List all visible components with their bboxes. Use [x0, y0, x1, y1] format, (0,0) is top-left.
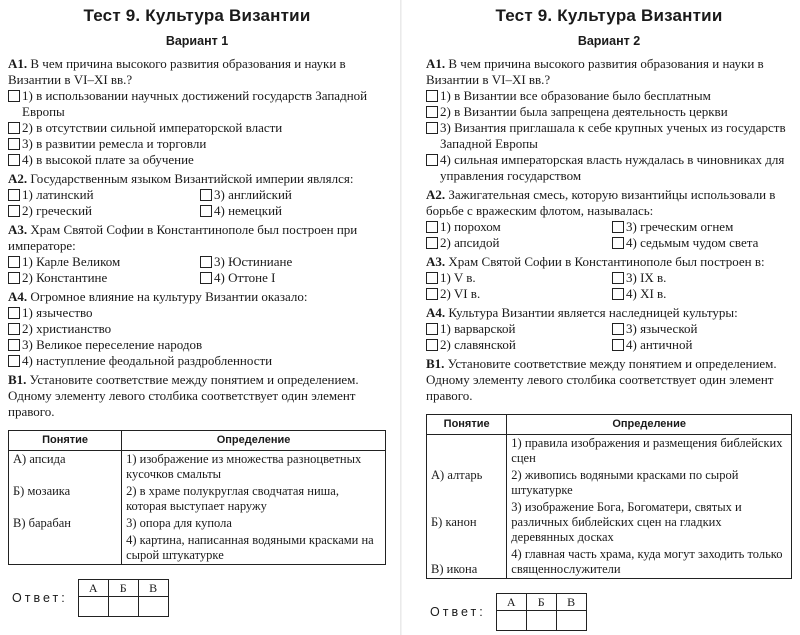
option-1[interactable]: 1) V в.: [426, 270, 606, 286]
matching-table: [426, 414, 792, 579]
table-row: [9, 483, 386, 515]
answer-input-b[interactable]: [526, 611, 556, 631]
checkbox[interactable]: [426, 272, 438, 284]
checkbox[interactable]: [200, 256, 212, 268]
page-variant-1: [8, 0, 386, 635]
checkbox[interactable]: [612, 339, 624, 351]
checkbox[interactable]: [8, 323, 20, 335]
checkbox[interactable]: [612, 272, 624, 284]
option-3[interactable]: 3) Великое переселение народов: [8, 337, 386, 353]
checkbox[interactable]: [200, 205, 212, 217]
answer-col-header: А: [496, 594, 526, 611]
question-text: Огромное влияние на культуру Византии оказало:: [30, 289, 308, 304]
option-2[interactable]: 2) апсидой: [426, 235, 606, 251]
definition-cell: 2) живопись водяными красками по сырой штукатурке: [507, 467, 792, 499]
concept-cell: [9, 532, 122, 565]
checkbox[interactable]: [8, 355, 20, 367]
answer-col-header: В: [138, 580, 168, 597]
checkbox[interactable]: [8, 256, 20, 268]
definition-cell: 3) опора для купола: [122, 515, 386, 532]
option-1[interactable]: 1) порохом: [426, 219, 606, 235]
checkbox[interactable]: [426, 90, 438, 102]
question-text: В чем причина высокого развития образования и науки в Византии в VI–XI вв.?: [426, 56, 764, 87]
option-3[interactable]: 3) английский: [200, 187, 386, 203]
question-a4: [426, 305, 792, 353]
question-a4: [8, 289, 386, 369]
table-row: [427, 467, 792, 499]
question-text: Государственным языком Византийской империи являлся:: [30, 171, 354, 186]
variant-label: Вариант 1: [165, 34, 229, 48]
answer-col-header: А: [78, 580, 108, 597]
checkbox[interactable]: [8, 205, 20, 217]
question-a1: [8, 56, 386, 168]
concept-cell: Б) канон: [427, 499, 507, 546]
answer-col-header: Б: [526, 594, 556, 611]
concept-cell: В) барабан: [9, 515, 122, 532]
question-b1: [426, 356, 792, 404]
checkbox[interactable]: [200, 189, 212, 201]
page-title: Тест 9. Культура Византии: [495, 6, 723, 25]
option-4[interactable]: 4) в высокой плате за обучение: [8, 152, 386, 168]
option-3[interactable]: 3) греческим огнем: [612, 219, 792, 235]
question-b1: [8, 372, 386, 420]
page-title: Тест 9. Культура Византии: [83, 6, 311, 25]
variant-label: Вариант 2: [577, 34, 641, 48]
option-1[interactable]: 1) в Византии все образование было бесплатным: [426, 88, 792, 104]
question-number: В1.: [8, 372, 27, 387]
option-4[interactable]: 4) античной: [612, 337, 792, 353]
option-4[interactable]: 4) немецкий: [200, 203, 386, 219]
answer-label: Ответ:: [12, 591, 68, 605]
table-row: [427, 546, 792, 579]
question-number: А3.: [426, 254, 446, 269]
checkbox[interactable]: [8, 138, 20, 150]
concept-cell: [427, 435, 507, 468]
answer-col-header: Б: [108, 580, 138, 597]
answer-grid: [496, 593, 587, 631]
concept-cell: В) икона: [427, 546, 507, 579]
checkbox[interactable]: [8, 339, 20, 351]
checkbox[interactable]: [612, 237, 624, 249]
table-row: [427, 499, 792, 546]
option-2[interactable]: 2) греческий: [8, 203, 194, 219]
checkbox[interactable]: [612, 323, 624, 335]
option-3[interactable]: 3) языческой: [612, 321, 792, 337]
option-3[interactable]: 3) Византия приглашала к себе крупных ученых из государств Западной Европы: [426, 120, 792, 152]
option-4[interactable]: 4) Оттоне I: [200, 270, 386, 286]
definition-cell: 4) картина, написанная водяными красками на сырой штукатурке: [122, 532, 386, 565]
checkbox[interactable]: [8, 154, 20, 166]
question-number: А3.: [8, 222, 28, 237]
checkbox[interactable]: [426, 288, 438, 300]
answer-col-header: В: [556, 594, 586, 611]
question-number: А1.: [8, 56, 28, 71]
option-1[interactable]: 1) латинский: [8, 187, 194, 203]
option-2[interactable]: 2) христианство: [8, 321, 386, 337]
definition-cell: 1) правила изображения и размещения библейских сцен: [507, 435, 792, 468]
checkbox[interactable]: [8, 272, 20, 284]
answer-input-v[interactable]: [138, 597, 168, 617]
question-number: А2.: [8, 171, 28, 186]
question-number: А4.: [426, 305, 446, 320]
question-text: Установите соответствие между понятием и определением. Одному элементу левого столбика соответствует один элемент правого.: [8, 372, 359, 419]
question-text: Культура Византии является наследницей культуры:: [448, 305, 738, 320]
question-text: Храм Святой Софии в Константинополе был построен при императоре:: [8, 222, 358, 253]
question-number: А1.: [426, 56, 446, 71]
checkbox[interactable]: [426, 106, 438, 118]
answer-area: [426, 593, 792, 631]
option-4[interactable]: 4) XI в.: [612, 286, 792, 302]
checkbox[interactable]: [426, 237, 438, 249]
checkbox[interactable]: [426, 154, 438, 166]
question-text: Установите соответствие между понятием и определением. Одному элементу левого столбика соответствует один элемент правого.: [426, 356, 777, 403]
checkbox[interactable]: [612, 221, 624, 233]
definition-cell: 3) изображение Бога, Богоматери, святых и различных библейских сцен на гладких деревянных досках: [507, 499, 792, 546]
table-row: [9, 451, 386, 484]
matching-table: [8, 430, 386, 565]
checkbox[interactable]: [200, 272, 212, 284]
option-2[interactable]: 2) в Византии была запрещена деятельность церкви: [426, 104, 792, 120]
option-3[interactable]: 3) в развитии ремесла и торговли: [8, 136, 386, 152]
definition-cell: 1) изображение из множества разноцветных кусочков смальты: [122, 451, 386, 484]
column-header-concept: Понятие: [427, 415, 507, 435]
table-row: [427, 435, 792, 468]
question-text: Храм Святой Софии в Константинополе был построен в:: [448, 254, 765, 269]
checkbox[interactable]: [426, 221, 438, 233]
question-number: А4.: [8, 289, 28, 304]
option-2[interactable]: 2) Константине: [8, 270, 194, 286]
checkbox[interactable]: [426, 122, 438, 134]
concept-cell: А) апсида: [9, 451, 122, 484]
question-a2: [426, 187, 792, 251]
answer-label: Ответ:: [430, 605, 486, 619]
checkbox[interactable]: [8, 122, 20, 134]
option-4[interactable]: 4) сильная императорская власть нуждалась в чиновниках для управления государством: [426, 152, 792, 184]
checkbox[interactable]: [426, 323, 438, 335]
answer-input-a[interactable]: [496, 611, 526, 631]
option-2[interactable]: 2) славянской: [426, 337, 606, 353]
checkbox[interactable]: [426, 339, 438, 351]
answer-grid: [78, 579, 169, 617]
table-row: [9, 515, 386, 532]
checkbox[interactable]: [8, 90, 20, 102]
page-variant-2: [426, 0, 792, 635]
option-4[interactable]: 4) наступление феодальной раздробленности: [8, 353, 386, 369]
answer-area: [8, 579, 386, 617]
option-1[interactable]: 1) в использовании научных достижений государств Западной Европы: [8, 88, 386, 120]
column-header-definition: Определение: [507, 415, 792, 435]
option-3[interactable]: 3) Юстиниане: [200, 254, 386, 270]
question-number: А2.: [426, 187, 446, 202]
question-a1: [426, 56, 792, 184]
book-gutter: [400, 0, 402, 635]
option-3[interactable]: 3) IX в.: [612, 270, 792, 286]
question-a3: [426, 254, 792, 302]
column-header-definition: Определение: [122, 431, 386, 451]
checkbox[interactable]: [8, 189, 20, 201]
option-1[interactable]: 1) варварской: [426, 321, 606, 337]
question-number: В1.: [426, 356, 445, 371]
answer-input-b[interactable]: [108, 597, 138, 617]
checkbox[interactable]: [612, 288, 624, 300]
option-2[interactable]: 2) в отсутствии сильной императорской власти: [8, 120, 386, 136]
concept-cell: А) алтарь: [427, 467, 507, 499]
question-text: Зажигательная смесь, которую византийцы использовали в борьбе с вражеским флотом, называлась:: [426, 187, 776, 218]
question-a3: [8, 222, 386, 286]
definition-cell: 4) главная часть храма, куда могут заходить только священнослужители: [507, 546, 792, 579]
option-4[interactable]: 4) седьмым чудом света: [612, 235, 792, 251]
option-1[interactable]: 1) Карле Великом: [8, 254, 194, 270]
question-a2: [8, 171, 386, 219]
option-1[interactable]: 1) язычество: [8, 305, 386, 321]
table-row: [9, 532, 386, 565]
question-text: В чем причина высокого развития образования и науки в Византии в VI–XI вв.?: [8, 56, 346, 87]
definition-cell: 2) в храме полукруглая сводчатая ниша, которая выступает наружу: [122, 483, 386, 515]
concept-cell: Б) мозаика: [9, 483, 122, 515]
option-2[interactable]: 2) VI в.: [426, 286, 606, 302]
answer-input-a[interactable]: [78, 597, 108, 617]
column-header-concept: Понятие: [9, 431, 122, 451]
answer-input-v[interactable]: [556, 611, 586, 631]
checkbox[interactable]: [8, 307, 20, 319]
